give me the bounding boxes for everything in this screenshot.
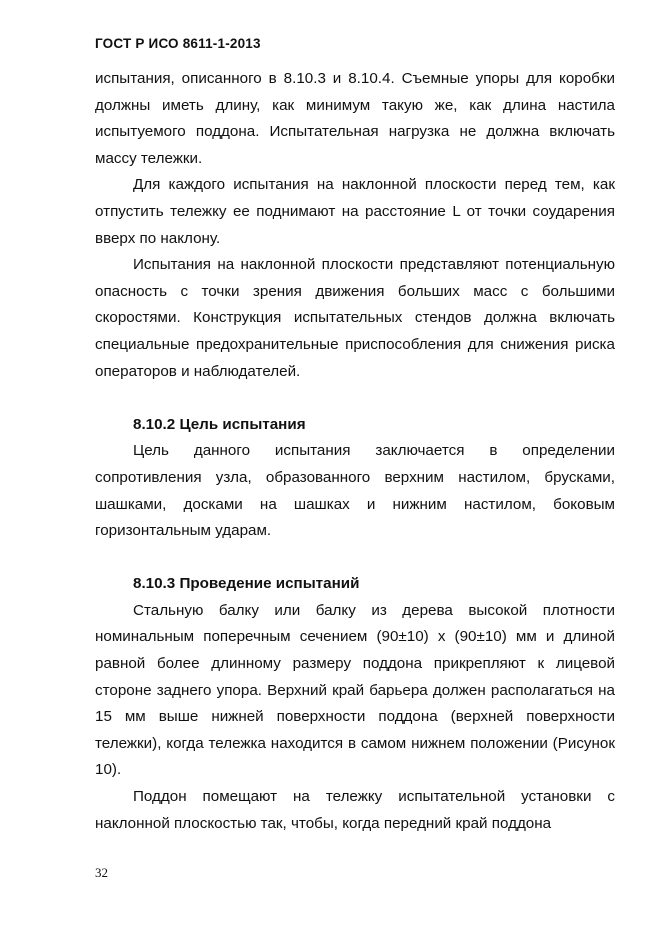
section-heading-8-10-2: 8.10.2 Цель испытания [133, 415, 306, 433]
document-header: ГОСТ Р ИСО 8611-1-2013 [95, 36, 261, 51]
paragraph-pallet-placement: Поддон помещают на тележку испытательной установки с наклонной плоскостью так, чтобы, когда передний край поддона [95, 788, 615, 832]
paragraph-beam-setup: Стальную балку или балку из дерева высокой плотности номинальным поперечным сечением (90±10) х (90±10) мм и длиной равной более длинному размеру поддона прикрепляют к лицевой стороне заднего упора. Верхний край барьера должен располагаться на 15 мм выше нижней поверхности поддона (верхней поверхности тележки), когда тележка находится в самом нижнем положении (Рисунок 10). [95, 601, 615, 779]
document-body [95, 66, 615, 837]
page-number: 32 [95, 865, 108, 880]
paragraph-test-purpose: Цель данного испытания заключается в определении сопротивления узла, образованного верхним настилом, брусками, шашками, досками на шашках и нижним настилом, боковым горизонтальным ударам. [95, 442, 615, 540]
paragraph-safety: Испытания на наклонной плоскости представляют потенциальную опасность с точки зрения движения больших масс с большими скоростями. Конструкция испытательных стендов должна включать специальные предохранительные приспособления для снижения риска операторов и наблюдателей. [95, 256, 615, 380]
section-heading-8-10-3: 8.10.3 Проведение испытаний [133, 575, 360, 593]
paragraph-lifting-trolley: Для каждого испытания на наклонной плоскости перед тем, как отпустить тележку ее поднимают на расстояние L от точки соударения вверх по наклону. [95, 176, 615, 247]
paragraph-continued: испытания, описанного в 8.10.3 и 8.10.4. Съемные упоры для коробки должны иметь длину, как минимум такую же, как длина настила испытуемого поддона. Испытательная нагрузка не должна включать массу тележки. [95, 70, 615, 167]
